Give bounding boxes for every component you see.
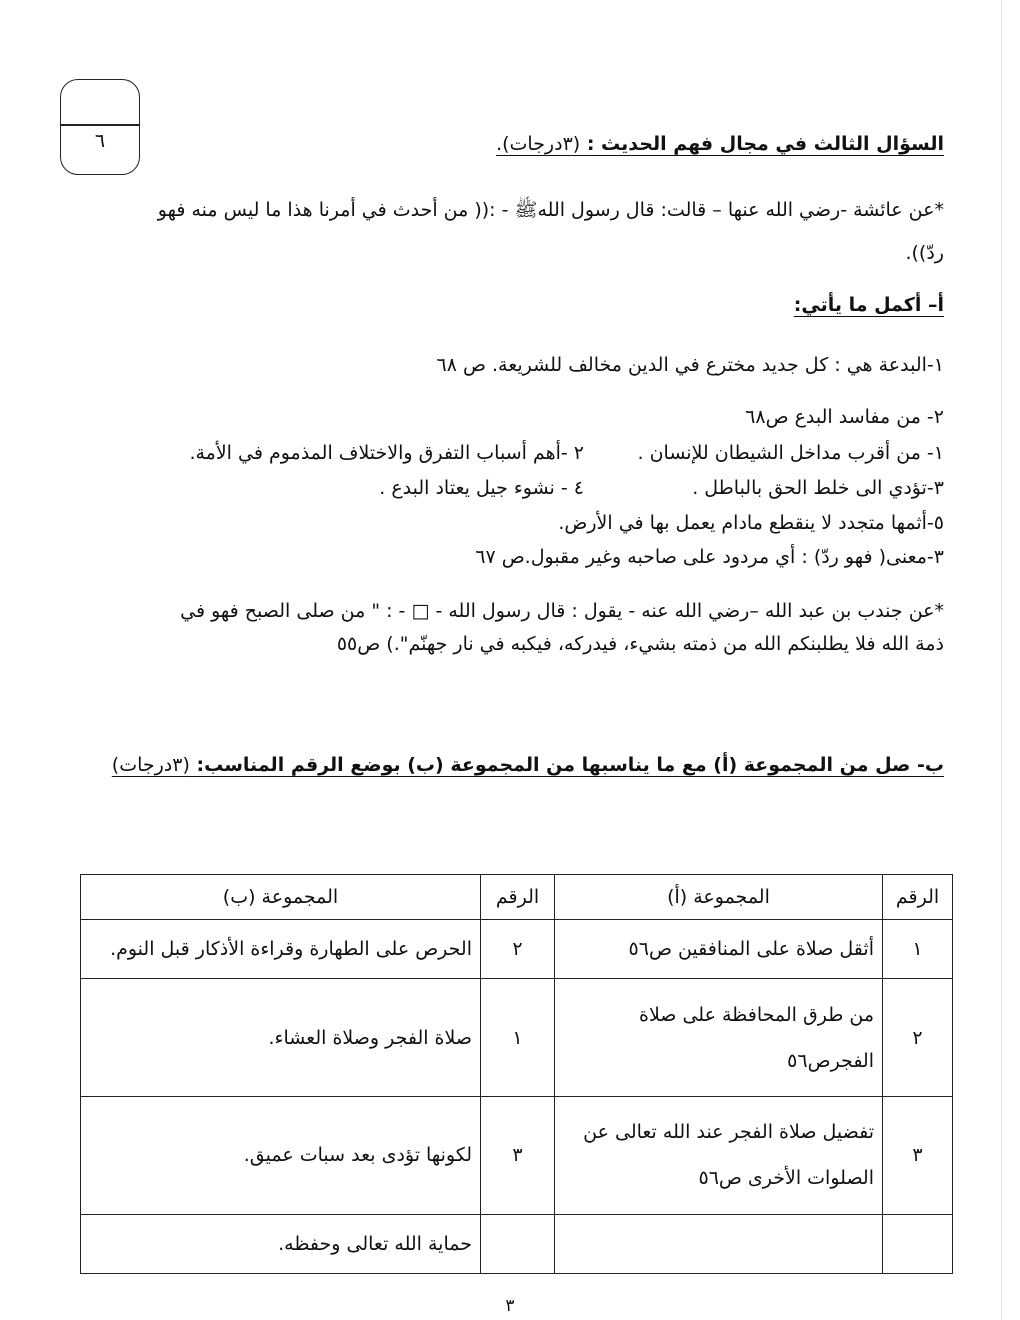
group-b-cell: الحرص على الطهارة وقراءة الأذكار قبل النوم. (81, 920, 481, 979)
section-three-title: السؤال الثالث في مجال فهم الحديث : (586, 133, 944, 155)
group-a-cell: أثقل صلاة على المنافقين ص٥٦ (555, 920, 883, 979)
section-three-marks: (٣درجات). (496, 133, 581, 155)
answer-number (481, 1214, 555, 1273)
group-b-cell: صلاة الفجر وصلاة العشاء. (81, 979, 481, 1097)
row-number: ٣ (883, 1096, 953, 1214)
table-header-row (81, 875, 953, 920)
answer-number: ٣ (481, 1096, 555, 1214)
hadith-one-line-2: ردّ)). (905, 242, 944, 264)
section-three-heading (496, 131, 944, 157)
grade-box (60, 79, 140, 175)
table-row (81, 979, 953, 1097)
group-b-cell: حماية الله تعالى وحفظه. (81, 1214, 481, 1273)
group-a-cell: من طرق المحافظة على صلاة الفجرص٥٦ (555, 979, 883, 1097)
part-b-title: ب- صل من المجموعة (أ) مع ما يناسبها من المجموعة (ب) بوضع الرقم المناسب: (196, 754, 944, 776)
hadith-two-line-1: *عن جندب بن عبد الله –رضي الله عنه - يقول : قال رسول الله - □ - : " من صلى الصبح فهو في (180, 600, 944, 622)
bidah-harm-2: ٢ -أهم أسباب التفرق والاختلاف المذموم في الأمة. (189, 442, 584, 464)
header-number-b: الرقم (481, 875, 555, 920)
group-b-cell: لكونها تؤدى بعد سبات عميق. (81, 1096, 481, 1214)
bidah-harm-5: ٥-أثمها متجدد لا ينقطع مادام يعمل بها في الأرض. (558, 512, 944, 534)
bidah-harm-1: ١- من أقرب مداخل الشيطان للإنسان . (637, 442, 944, 464)
row-number (883, 1214, 953, 1273)
part-a-title: أ– أكمل ما يأتي: (793, 294, 944, 316)
grade-box-divider (60, 124, 140, 126)
table-row (81, 1096, 953, 1214)
part-a-item-2: ٢- من مفاسد البدع ص٦٨ (745, 406, 944, 428)
part-a-item-1: ١-البدعة هي : كل جديد مخترع في الدين مخالف للشريعة. ص ٦٨ (436, 354, 944, 376)
group-a-cell (555, 1214, 883, 1273)
row-number: ١ (883, 920, 953, 979)
bidah-harm-3: ٣-تؤدي الى خلط الحق بالباطل . (692, 477, 944, 499)
table-row (81, 1214, 953, 1273)
page-edge-line (1001, 0, 1002, 1320)
grade-score: ٦ (94, 130, 106, 152)
bidah-harm-4: ٤ - نشوء جيل يعتاد البدع . (379, 477, 584, 499)
group-a-cell: تفضيل صلاة الفجر عند الله تعالى عن الصلوات الأخرى ص٥٦ (555, 1096, 883, 1214)
part-b-marks: (٣درجات) (111, 754, 190, 776)
matching-table (80, 874, 953, 1274)
header-group-a: المجموعة (أ) (555, 875, 883, 920)
part-a-item-3: ٣-معنى( فهو ردّ) : أي مردود على صاحبه وغير مقبول.ص ٦٧ (475, 546, 944, 568)
answer-number: ١ (481, 979, 555, 1097)
part-b-heading (112, 752, 944, 778)
row-number: ٢ (883, 979, 953, 1097)
hadith-one-line-1: *عن عائشة -رضي الله عنها – قالت: قال رسول اللهﷺ - :(( من أحدث في أمرنا هذا ما ليس منه فهو (157, 199, 944, 221)
hadith-two-line-2: ذمة الله فلا يطلبنكم الله من ذمته بشيء، فيدركه، فيكبه في نار جهنّم".) ص٥٥ (336, 633, 944, 655)
page-number: ٣ (505, 1296, 515, 1316)
header-number-a: الرقم (883, 875, 953, 920)
header-group-b: المجموعة (ب) (81, 875, 481, 920)
answer-number: ٢ (481, 920, 555, 979)
table-row (81, 920, 953, 979)
